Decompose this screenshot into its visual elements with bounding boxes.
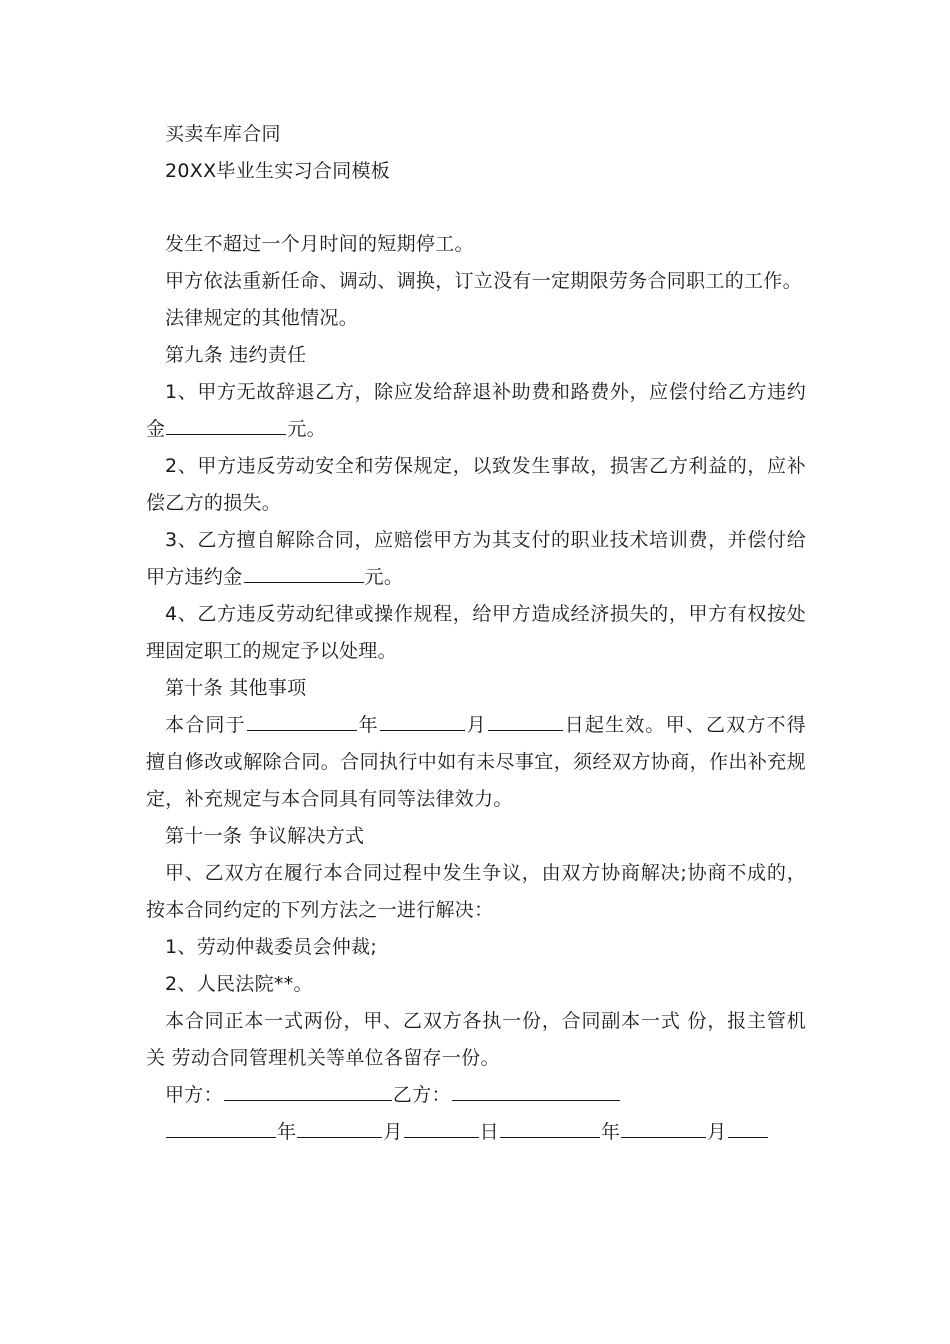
- party-b-month-label: 月: [707, 1121, 727, 1143]
- party-a-month-blank: [297, 1115, 382, 1138]
- signature-parties: [146, 1077, 806, 1114]
- paragraph-copies: 本合同正本一式两份，甲、乙双方各执一份，合同副本一式 份，报主管机关 劳动合同管理机关等单位各留存一份。: [146, 1010, 806, 1069]
- article-9-item-4: 4、乙方违反劳动纪律或操作规程，给甲方造成经济损失的，甲方有权按处理固定职工的规定予以处理。: [146, 603, 806, 662]
- article-10-heading: 第十条 其他事项: [165, 677, 307, 699]
- party-a-day-label: 日: [479, 1121, 499, 1143]
- year-blank: [247, 708, 357, 731]
- article-11-option-2: 2、人民法院**。: [165, 973, 313, 995]
- party-a-day-blank: [404, 1115, 479, 1138]
- paragraph-reassignment: 甲方依法重新任命、调动、调换，订立没有一定期限劳务合同职工的工作。: [165, 270, 802, 292]
- party-a-year-label: 年: [277, 1121, 297, 1143]
- party-a-month-label: 月: [383, 1121, 403, 1143]
- article-10-text-pre: 本合同于: [165, 714, 246, 736]
- document-title: 买卖车库合同: [165, 123, 281, 145]
- spacer: [146, 190, 806, 226]
- article-9-item-1-text: 1、甲方无故辞退乙方，除应发给辞退补助费和路费外，应偿付给乙方违约金: [146, 381, 806, 440]
- article-9-item-1: [146, 374, 806, 448]
- article-9-heading: 第九条 违约责任: [165, 344, 307, 366]
- article-9-item-3-unit: 元。: [364, 566, 404, 588]
- party-a-label: 甲方：: [165, 1084, 223, 1106]
- document-body: [146, 116, 806, 1151]
- penalty-amount-blank: [244, 560, 364, 583]
- party-a-year-blank: [166, 1115, 276, 1138]
- article-11-option-1: 1、劳动仲裁委员会仲裁;: [165, 936, 378, 958]
- article-10-effective-date: [146, 707, 806, 818]
- party-a-blank: [224, 1078, 392, 1101]
- document-subtitle: 20XX毕业生实习合同模板: [165, 160, 391, 182]
- month-label: 月: [465, 714, 487, 736]
- penalty-amount-blank: [166, 412, 286, 435]
- day-blank: [488, 708, 563, 731]
- party-b-year-label: 年: [600, 1121, 621, 1143]
- paragraph-other-cases: 法律规定的其他情况。: [165, 307, 359, 329]
- year-label: 年: [357, 714, 379, 736]
- paragraph-short-stoppage: 发生不超过一个月时间的短期停工。: [165, 233, 474, 255]
- article-9-item-1-unit: 元。: [287, 418, 326, 440]
- party-b-day-blank: [728, 1115, 768, 1138]
- article-10-text-post: 日起生效。甲、乙双方不得擅自修改或解除合同。合同执行中如有未尽事宜，须经双方协商，作出补充规定，补充规定与本合同具有同等法律效力。: [146, 714, 806, 810]
- party-b-month-blank: [621, 1115, 706, 1138]
- month-blank: [380, 708, 465, 731]
- signature-dates: [146, 1114, 806, 1151]
- party-b-year-blank: [500, 1115, 600, 1138]
- party-b-blank: [452, 1078, 620, 1101]
- article-11-heading: 第十一条 争议解决方式: [165, 825, 365, 847]
- article-9-item-3: [146, 522, 806, 596]
- party-b-label: 乙方：: [392, 1084, 451, 1106]
- article-9-item-3-text: 3、乙方擅自解除合同，应赔偿甲方为其支付的职业技术培训费，并偿付给甲方违约金: [146, 529, 806, 588]
- article-9-item-2: 2、甲方违反劳动安全和劳保规定，以致发生事故，损害乙方利益的，应补偿乙方的损失。: [146, 455, 806, 514]
- article-11-text: 甲、乙双方在履行本合同过程中发生争议，由双方协商解决;协商不成的，按本合同约定的下列方法之一进行解决：: [146, 862, 806, 921]
